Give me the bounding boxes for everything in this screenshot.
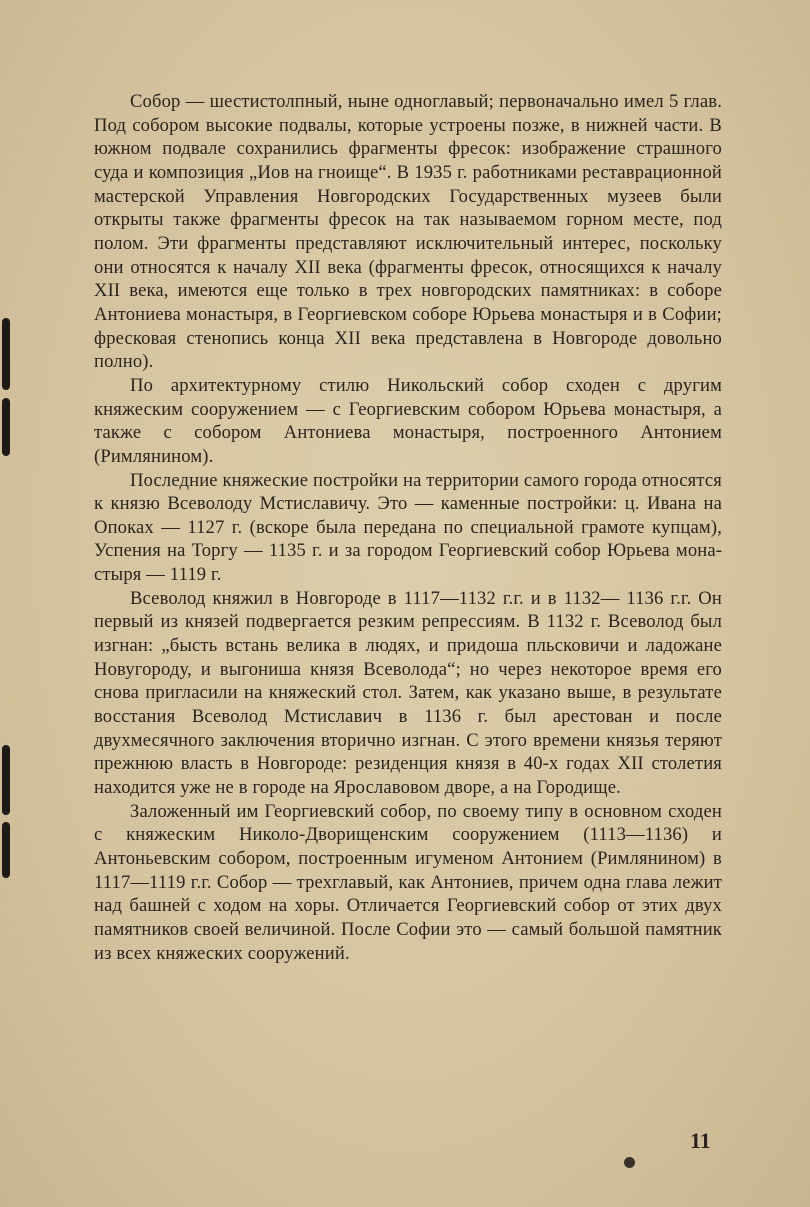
paragraph: Всеволод княжил в Новгороде в 1117—1132 г.г. и в 1132— 1136 г.г. Он первый из князей подвергается резким репрессиям. В 1132 г. Всеволод был изгнан: „бысть встань велика в людях, и придоша пльсковичи и ладожане Новугороду, и выгониша князя Всеволода“; но через некоторое время его снова пригласили на княжеский стол. Затем, как указано выше, в результате восстания Всеволод Мстиславич в 1136 г. был арестован и после двухмесячного заключения вторично изгнан. С этого времени князья теряют прежнюю власть в Новгороде: резиденция князя в 40-х годах XII столетия находится уже не в городе на Ярославовом дворе, а на Городище. [94, 587, 722, 799]
ink-dot [624, 1157, 635, 1168]
paragraph: Собор — шестистолпный, ныне одноглавый; первоначально имел 5 глав. Под собором высокие подвалы, которые устроены позже, в нижней части. В южном подвале сохранились фрагменты фресок: изображение страшного суда и композиция „Иов на гноище“. В 1935 г. работниками реставрационной мастерской Управления Новгородских Государственных музеев были открыты также фрагменты фресок на так называемом горном месте, под полом. Эти фрагменты представляют исключительный интерес, поскольку они относятся к началу XII века (фрагменты фресок, относящихся к началу XII века, имеются еще только в трех новгородских памятниках: в соборе Антониева монастыря, в Георгиевском соборе Юрьева монастыря и в Софии; фресковая стенопись конца XII века представлена в Новгороде довольно полно). [94, 91, 722, 373]
paragraph: Заложенный им Георгиевский собор, по своему типу в основном сходен с княжеским Николо-Дворищенским сооружением (1113—1136) и Антоньевским собором, построенным игуменом Антонием (Римлянином) в 1117—1119 г.г. Собор — трехглавый, как Антониев, причем одна глава лежит над башней с ходом на хоры. Отличается Георгиевский собор от этих двух памятников своей величиной. После Софии это — самый большой памятник из всех княжеских сооружений. [94, 800, 722, 964]
binding-mark [2, 398, 10, 456]
binding-mark [2, 745, 10, 815]
page-number: 11 [690, 1128, 711, 1153]
binding-mark [2, 822, 10, 878]
body-text [94, 90, 722, 965]
binding-mark [2, 318, 10, 390]
paragraph: По архитектурному стилю Никольский собор сходен с другим княжеским сооружением — с Георгиевским собором Юрьева монастыря, а также с собором Антониева монастыря, построенного Антонием (Римлянином). [94, 374, 722, 467]
paragraph: Последние княжеские постройки на территории самого города относятся к князю Всеволоду Мстиславичу. Это — каменные постройки: ц. Ивана на Опоках — 1127 г. (вскоре была передана по специальной грамоте купцам), Успения на Торгу — 1135 г. и за городом Георгиевский собор Юрьева монастыря — 1119 г. [94, 469, 722, 586]
